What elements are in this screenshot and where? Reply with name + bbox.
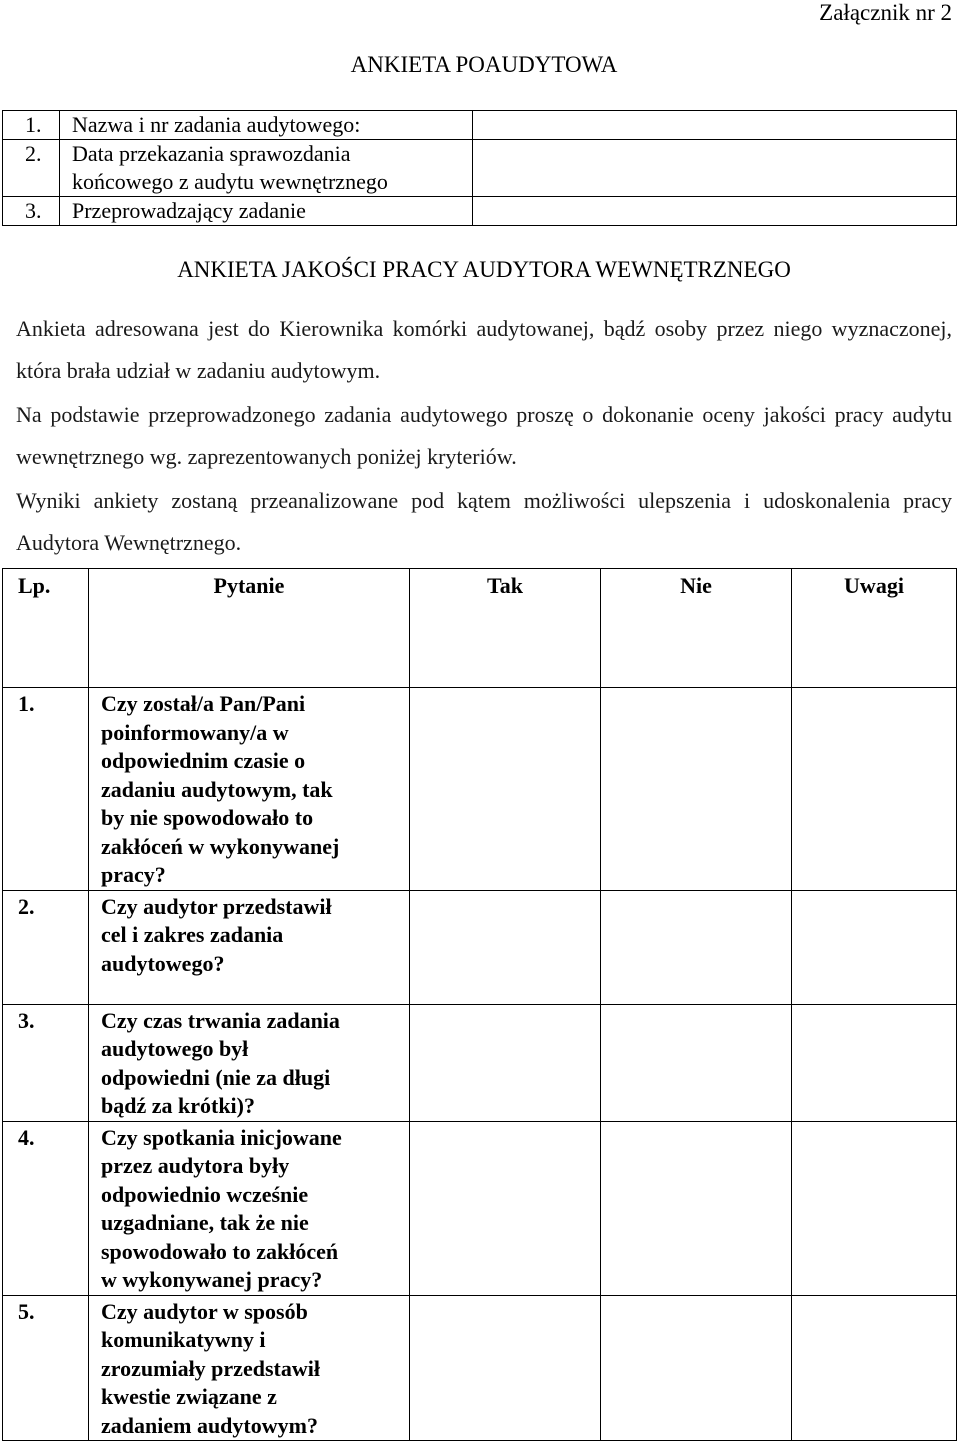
question-text [89,1004,410,1121]
notes-cell[interactable] [792,1295,957,1441]
question-text [89,1295,410,1441]
answer-no-cell[interactable] [601,1004,792,1121]
notes-cell[interactable] [792,1004,957,1121]
answer-no-cell[interactable] [601,1121,792,1295]
question-line: kwestie związane z [101,1384,277,1409]
table-header-row [3,569,957,688]
notes-cell[interactable] [792,688,957,891]
info-row-number: 2. [25,141,42,166]
question-line: zakłóceń w wykonywanej [101,833,340,859]
audit-info-table [2,110,957,226]
question-line: odpowiedni (nie za długi [101,1064,331,1090]
survey-title: ANKIETA JAKOŚCI PRACY AUDYTORA WEWNĘTRZNEGO [177,257,791,282]
question-number: 4. [3,1121,89,1295]
question-row [3,1121,957,1295]
question-line: odpowiednim czasie o [101,748,306,773]
question-row [3,1004,957,1121]
answer-yes-cell[interactable] [410,1004,601,1121]
question-line: pracy? [101,862,166,887]
question-line: cel i zakres zadania [101,922,284,947]
info-row-value-cell[interactable] [473,140,957,197]
question-line: w wykonywanej pracy? [101,1267,323,1292]
question-line: Czy audytor przedstawił [101,893,332,919]
header-yes: Tak [410,569,601,688]
question-line: poinformowany/a w [101,719,289,745]
annex-label: Załącznik nr 2 [819,0,952,25]
info-row [3,111,957,140]
question-number: 1. [3,688,89,891]
question-line: bądź za krótki)? [101,1093,255,1118]
question-row [3,890,957,1004]
info-row-number: 3. [25,198,42,223]
question-row [3,1295,957,1441]
notes-cell[interactable] [792,890,957,1004]
document-title: ANKIETA POAUDYTOWA [350,52,618,77]
question-line: Czy czas trwania zadania [101,1007,340,1033]
info-row-label: Nazwa i nr zadania audytowego: [72,112,361,137]
question-line: spowodowało to zakłóceń [101,1238,339,1264]
info-row-value-cell[interactable] [473,111,957,140]
info-row [3,197,957,226]
question-line: zadaniu audytowym, tak [101,776,333,802]
question-line: odpowiednio wcześnie [101,1181,309,1207]
question-text [89,1121,410,1295]
answer-yes-cell[interactable] [410,688,601,891]
answer-yes-cell[interactable] [410,1121,601,1295]
question-number: 3. [3,1004,89,1121]
question-line: audytowego? [101,950,225,976]
question-number: 5. [3,1295,89,1441]
question-row [3,688,957,891]
header-lp: Lp. [3,569,89,688]
question-line: uzgadniane, tak że nie [101,1210,309,1235]
intro-paragraph: Ankieta adresowana jest do Kierownika komórki audytowanej, bądź osoby przez niego wyznaczonej, która brała udział w zadaniu audytowym. [16,316,952,383]
question-text [89,688,410,891]
answer-no-cell[interactable] [601,890,792,1004]
question-line: Czy audytor w sposób [101,1298,308,1324]
question-line: zadaniem audytowym? [101,1412,318,1438]
info-row-number: 1. [25,112,42,137]
question-text [89,890,410,1004]
info-row-label: Przeprowadzający zadanie [72,198,306,223]
notes-cell[interactable] [792,1121,957,1295]
question-line: by nie spowodowało to [101,805,314,830]
question-number: 2. [3,890,89,1004]
question-line: przez audytora były [101,1153,290,1178]
answer-no-cell[interactable] [601,688,792,891]
question-line: Czy został/a Pan/Pani [101,691,306,716]
info-row-label: końcowego z audytu wewnętrznego [72,169,388,194]
question-line: audytowego był [101,1036,249,1061]
questions-table [2,568,957,1441]
purpose-paragraph: Wyniki ankiety zostaną przeanalizowane pod kątem możliwości ulepszenia i udoskonalenia pracy Audytora Wewnętrznego. [16,488,952,555]
header-no: Nie [601,569,792,688]
answer-yes-cell[interactable] [410,1295,601,1441]
info-row-value-cell[interactable] [473,197,957,226]
answer-no-cell[interactable] [601,1295,792,1441]
question-line: Czy spotkania inicjowane [101,1124,342,1150]
answer-yes-cell[interactable] [410,890,601,1004]
header-question: Pytanie [89,569,410,688]
header-notes: Uwagi [792,569,957,688]
instruction-paragraph: Na podstawie przeprowadzonego zadania audytowego proszę o dokonanie oceny jakości pracy audytu wewnętrznego wg. zaprezentowanych poniżej kryteriów. [16,402,952,469]
question-line: komunikatywny i [101,1327,266,1352]
info-row [3,140,957,197]
question-line: zrozumiały przedstawił [101,1355,320,1381]
info-row-label: Data przekazania sprawozdania [72,141,351,166]
